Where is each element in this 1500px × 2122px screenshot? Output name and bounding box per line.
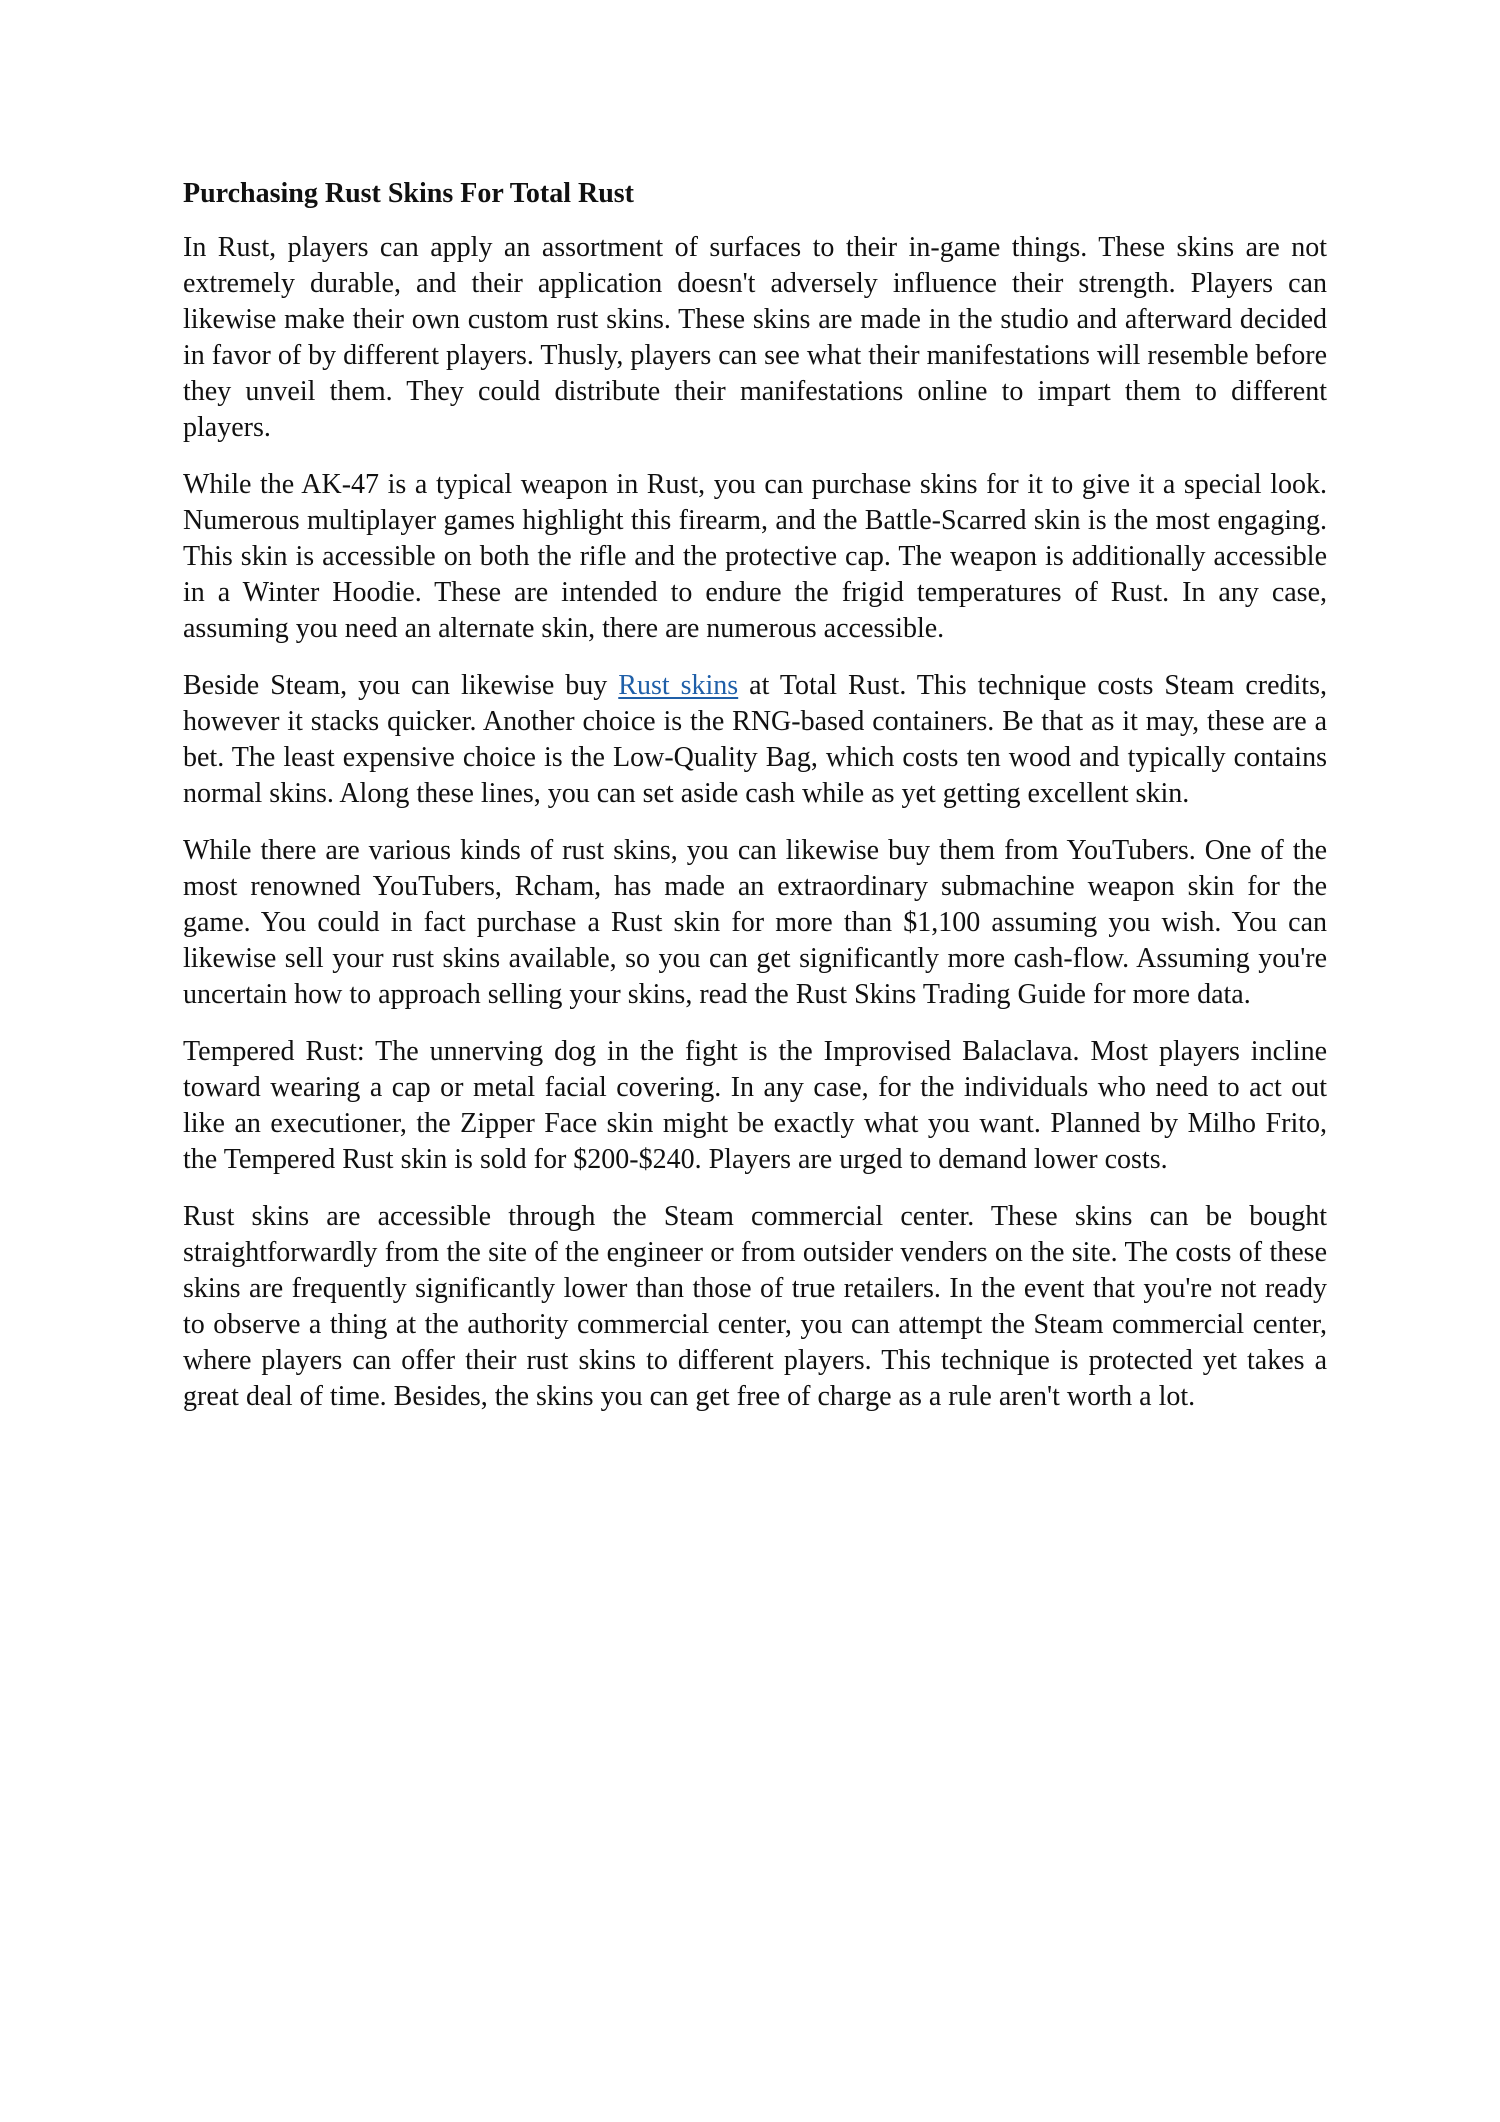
document-page xyxy=(183,176,1327,1436)
paragraph-4: While there are various kinds of rust skins, you can likewise buy them from YouTubers. One of the most renowned YouTubers, Rcham, has made an extraordinary submachine weapon skin for the game. You could in fact purchase a Rust skin for more than $1,100 assuming you wish. You can likewise sell your rust skins available, so you can get significantly more cash-flow. Assuming you're uncertain how to approach selling your skins, read the Rust Skins Trading Guide for more data. xyxy=(183,835,1327,1010)
paragraph-3 xyxy=(183,668,1327,812)
paragraph-3-text-after: at Total Rust. This technique costs Steam credits, however it stacks quicker. Another choice is the RNG-based containers. Be that as it may, these are a bet. The least expensive choice is the Low-Quality Bag, which costs ten wood and typically contains normal skins. Along these lines, you can set aside cash while as yet getting excellent skin. xyxy=(183,670,1327,809)
paragraph-3-text-before: Beside Steam, you can likewise buy xyxy=(183,670,619,701)
paragraph-6: Rust skins are accessible through the Steam commercial center. These skins can be bought straightforwardly from the site of the engineer or from outsider venders on the site. The costs of these skins are frequently significantly lower than those of true retailers. In the event that you're not ready to observe a thing at the authority commercial center, you can attempt the Steam commercial center, where players can offer their rust skins to different players. This technique is protected yet takes a great deal of time. Besides, the skins you can get free of charge as a rule aren't worth a lot. xyxy=(183,1201,1327,1412)
document-title: Purchasing Rust Skins For Total Rust xyxy=(183,178,634,209)
paragraph-5: Tempered Rust: The unnerving dog in the fight is the Improvised Balaclava. Most players incline toward wearing a cap or metal facial covering. In any case, for the individuals who need to act out like an executioner, the Zipper Face skin might be exactly what you want. Planned by Milho Frito, the Tempered Rust skin is sold for $200-$240. Players are urged to demand lower costs. xyxy=(183,1036,1327,1175)
rust-skins-link[interactable]: Rust skins xyxy=(618,670,739,701)
paragraph-2: While the AK-47 is a typical weapon in Rust, you can purchase skins for it to give it a special look. Numerous multiplayer games highlight this firearm, and the Battle-Scarred skin is the most engaging. This skin is accessible on both the rifle and the protective cap. The weapon is additionally accessible in a Winter Hoodie. These are intended to endure the frigid temperatures of Rust. In any case, assuming you need an alternate skin, there are numerous accessible. xyxy=(183,469,1327,644)
paragraph-1: In Rust, players can apply an assortment of surfaces to their in-game things. These skins are not extremely durable, and their application doesn't adversely influence their strength. Players can likewise make their own custom rust skins. These skins are made in the studio and afterward decided in favor of by different players. Thusly, players can see what their manifestations will resemble before they unveil them. They could distribute their manifestations online to impart them to different players. xyxy=(183,232,1327,443)
